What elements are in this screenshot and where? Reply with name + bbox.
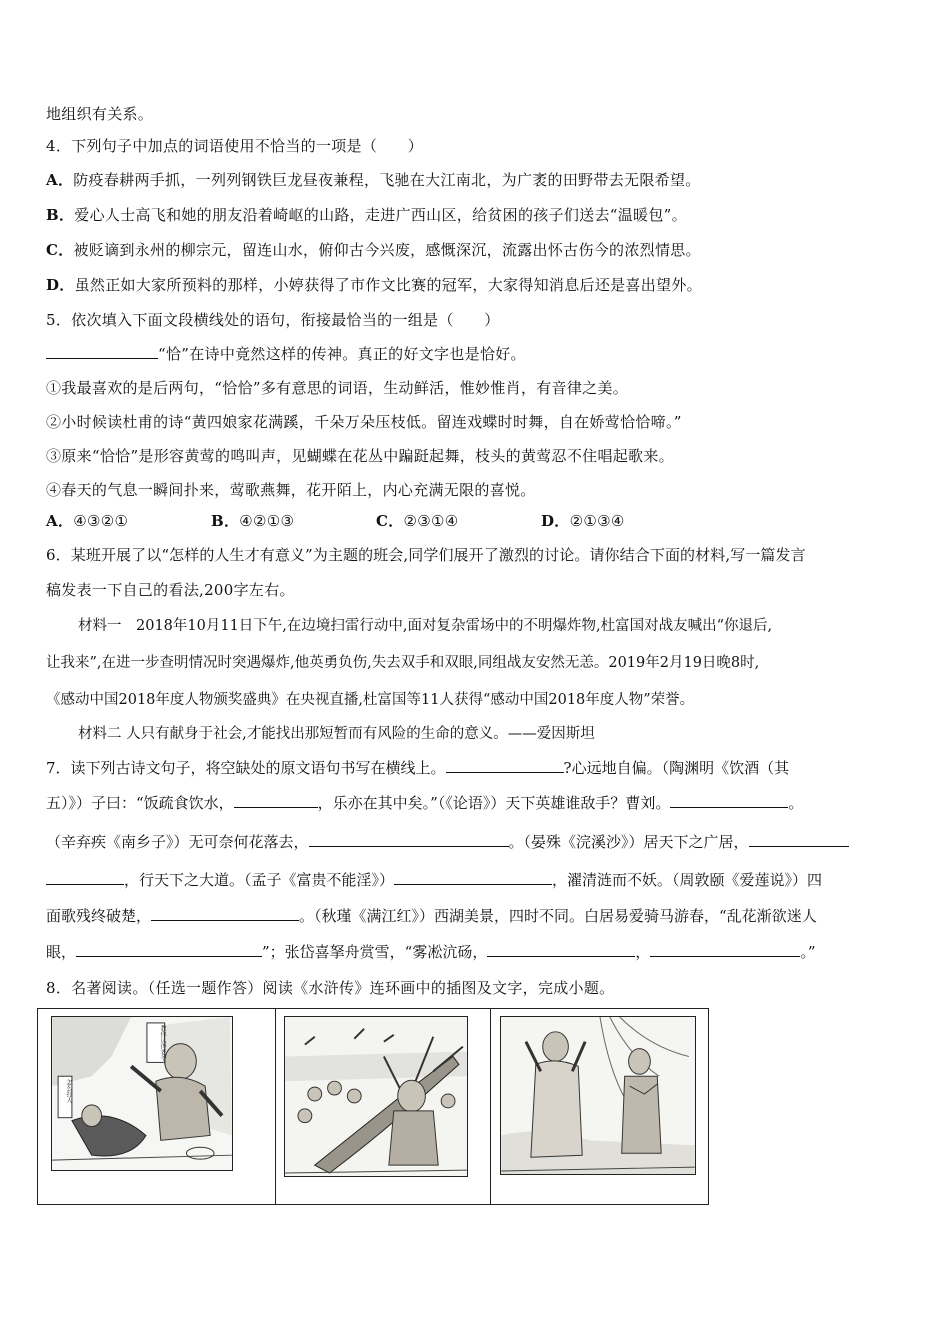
- q7-text: 眼，: [46, 943, 77, 961]
- illustration-panel-2: [284, 1016, 468, 1177]
- q7-line1: [46, 758, 789, 778]
- q7-text: 。（晏殊《浣溪沙》）居天下之广居，: [508, 833, 749, 851]
- q7-text: ，: [635, 943, 651, 961]
- uproot-tree-scene-image: [285, 1017, 467, 1176]
- q6-material2: 材料二 人只有献身于社会,才能找出那短暂而有风险的生命的意义。——爱因斯坦: [78, 726, 595, 742]
- continuation-text: 地组织有关系。: [46, 105, 154, 123]
- q5-option-c: [376, 511, 541, 531]
- option-text: 爱心人士高飞和她的朋友沿着崎岖的山路，走进广西山区，给贫困的孩子们送去“温暖包”。: [74, 206, 687, 224]
- q7-blank-5: [749, 832, 849, 847]
- cell-divider: [275, 1009, 276, 1204]
- q7-blank-5b: [46, 870, 124, 885]
- q5-item-3: ③原来“恰恰”是形容黄莺的鸣叫声，见蝴蝶在花丛中蹁跹起舞，枝头的黄莺忍不住唱起歌来。: [46, 447, 674, 465]
- q5-item-1: ①我最喜欢的是后两句，“恰恰”多有意思的词语，生动鲜活，惟妙惟肖，有音律之美。: [46, 379, 629, 397]
- q5-item-2: ②小时候读杜甫的诗“黄四娘家花满蹊，千朵万朵压枝低。留连戏蝶时时舞，自在娇莺恰恰啼。”: [46, 413, 682, 431]
- option-label: B．: [211, 512, 240, 530]
- q7-text: ?心远地自偏。（陶渊明《饮酒（其: [563, 759, 790, 777]
- q5-item-4: ④春天的气息一瞬间扑来，莺歌燕舞，花开陌上，内心充满无限的喜悦。: [46, 481, 536, 499]
- option-label: C．: [46, 241, 74, 259]
- q7-text: 五）》）子曰：“饭疏食饮水，: [46, 794, 234, 812]
- option-text: ②③①④: [403, 512, 459, 530]
- option-label: D．: [541, 512, 570, 530]
- q7-line2: [46, 793, 803, 813]
- q7-text: 。: [788, 794, 804, 812]
- q7-line6: [46, 942, 816, 962]
- illustration-panel-3: [500, 1016, 696, 1175]
- q7-text: ，乐亦在其中矣。”（《论语》）天下英雄谁敌手？曹刘。: [317, 794, 671, 812]
- q7-text: ”；张岱喜拏舟赏雪，“雾凇沆砀，: [262, 943, 488, 961]
- q6-stem-line2: 稿发表一下自己的看法,200字左右。: [46, 581, 295, 599]
- q7-blank-1: [446, 758, 564, 773]
- q7-blank-10: [650, 942, 800, 957]
- option-text: 被贬谪到永州的柳宗元，留连山水，俯仰古今兴废，感慨深沉，流露出怀古伤今的浓烈情思。: [73, 241, 701, 259]
- q7-text: （辛弃疾《南乡子》）无可奈何花落去，: [46, 833, 309, 851]
- q7-blank-6: [394, 870, 552, 885]
- q7-blank-2: [234, 793, 318, 808]
- q7-blank-3: [670, 793, 788, 808]
- q5-option-b: [211, 511, 376, 531]
- option-label: A．: [46, 512, 74, 530]
- q4-option-a: [46, 170, 701, 190]
- q4-option-c: [46, 240, 701, 260]
- cell-divider: [490, 1009, 491, 1204]
- illustration-panel-1: [51, 1016, 233, 1171]
- q7-text: 。（秋瑾《满江红》）西湖美景，四时不同。白居易爱骑马游春，“乱花渐欲迷人: [299, 907, 817, 925]
- q5-stem: 5．依次填入下面文段横线处的语句，衔接最恰当的一组是（ ）: [46, 311, 500, 329]
- option-text: 虽然正如大家所预料的那样，小婷获得了市作文比赛的冠军，大家得知消息后还是喜出望外。: [74, 276, 702, 294]
- q5-options: [46, 511, 625, 531]
- q5-option-d: [541, 511, 625, 531]
- speech-caption-right: 教你认得老爷！: [159, 1025, 166, 1067]
- option-text: 防疫春耕两手抓，一列列钢铁巨龙昼夜兼程，飞驰在大江南北，为广袤的田野带去无限希望。: [73, 171, 701, 189]
- q7-text: ，行天下之大道。（孟子《富贵不能淫》）: [124, 871, 395, 889]
- q7-line5: [46, 906, 817, 926]
- q5-blank: [46, 344, 158, 359]
- illustration-table: [37, 1008, 709, 1205]
- q7-line4: [46, 870, 822, 890]
- option-text: ④③②①: [73, 512, 129, 530]
- q6-material1-line2: 让我来”,在进一步查明情况时突遇爆炸,他英勇负伤,失去双手和双眼,同组战友安然无恙。2019年2月19日晚8时,: [46, 655, 760, 671]
- q6-material1-line1: 材料一 2018年10月11日下午,在边境扫雷行动中,面对复杂雷场中的不明爆炸物,杜富国对战友喊出“你退后,: [78, 618, 773, 634]
- option-label: C．: [376, 512, 404, 530]
- q7-blank-7: [151, 906, 299, 921]
- q6-material1-line3: 《感动中国2018年度人物颁奖盛典》在央视直播,杜富国等11人获得“感动中国2018年度人物”荣誉。: [46, 692, 695, 708]
- q6-stem-line1: 6．某班开展了以“怎样的人生才有意义”为主题的班会,同学们展开了激烈的讨论。请你结合下面的材料,写一篇发言: [46, 546, 806, 564]
- q7-line3: [46, 832, 849, 852]
- q5-option-a: [46, 511, 211, 531]
- q7-text: 。”: [800, 943, 816, 961]
- option-label: B．: [46, 206, 75, 224]
- q7-blank-4: [309, 832, 509, 847]
- q7-text: 面歌残终破楚，: [46, 907, 152, 925]
- option-label: A．: [46, 171, 74, 189]
- q5-passage: [46, 344, 526, 364]
- speech-caption-left: 怎么打人: [65, 1079, 72, 1103]
- q4-option-d: [46, 275, 702, 295]
- q7-text: 7．读下列古诗文句子，将空缺处的原文语句书写在横线上。: [46, 759, 446, 777]
- q5-passage-text: “恰”在诗中竟然这样的传神。真正的好文字也是恰好。: [158, 345, 526, 363]
- option-text: ②①③④: [569, 512, 625, 530]
- fight-scene-image: [52, 1017, 232, 1170]
- q7-blank-8: [76, 942, 262, 957]
- q7-blank-9: [487, 942, 635, 957]
- q7-text: ，濯清涟而不妖。（周敦颐《爱莲说》）四: [552, 871, 823, 889]
- option-label: D．: [46, 276, 75, 294]
- q8-stem: 8．名著阅读。（任选一题作答）阅读《水浒传》连环画中的插图及文字，完成小题。: [46, 979, 615, 997]
- q4-option-b: [46, 205, 687, 225]
- q4-stem: 4．下列句子中加点的词语使用不恰当的一项是（ ）: [46, 137, 424, 155]
- option-text: ④②①③: [239, 512, 295, 530]
- monk-and-officer-scene-image: [501, 1017, 695, 1174]
